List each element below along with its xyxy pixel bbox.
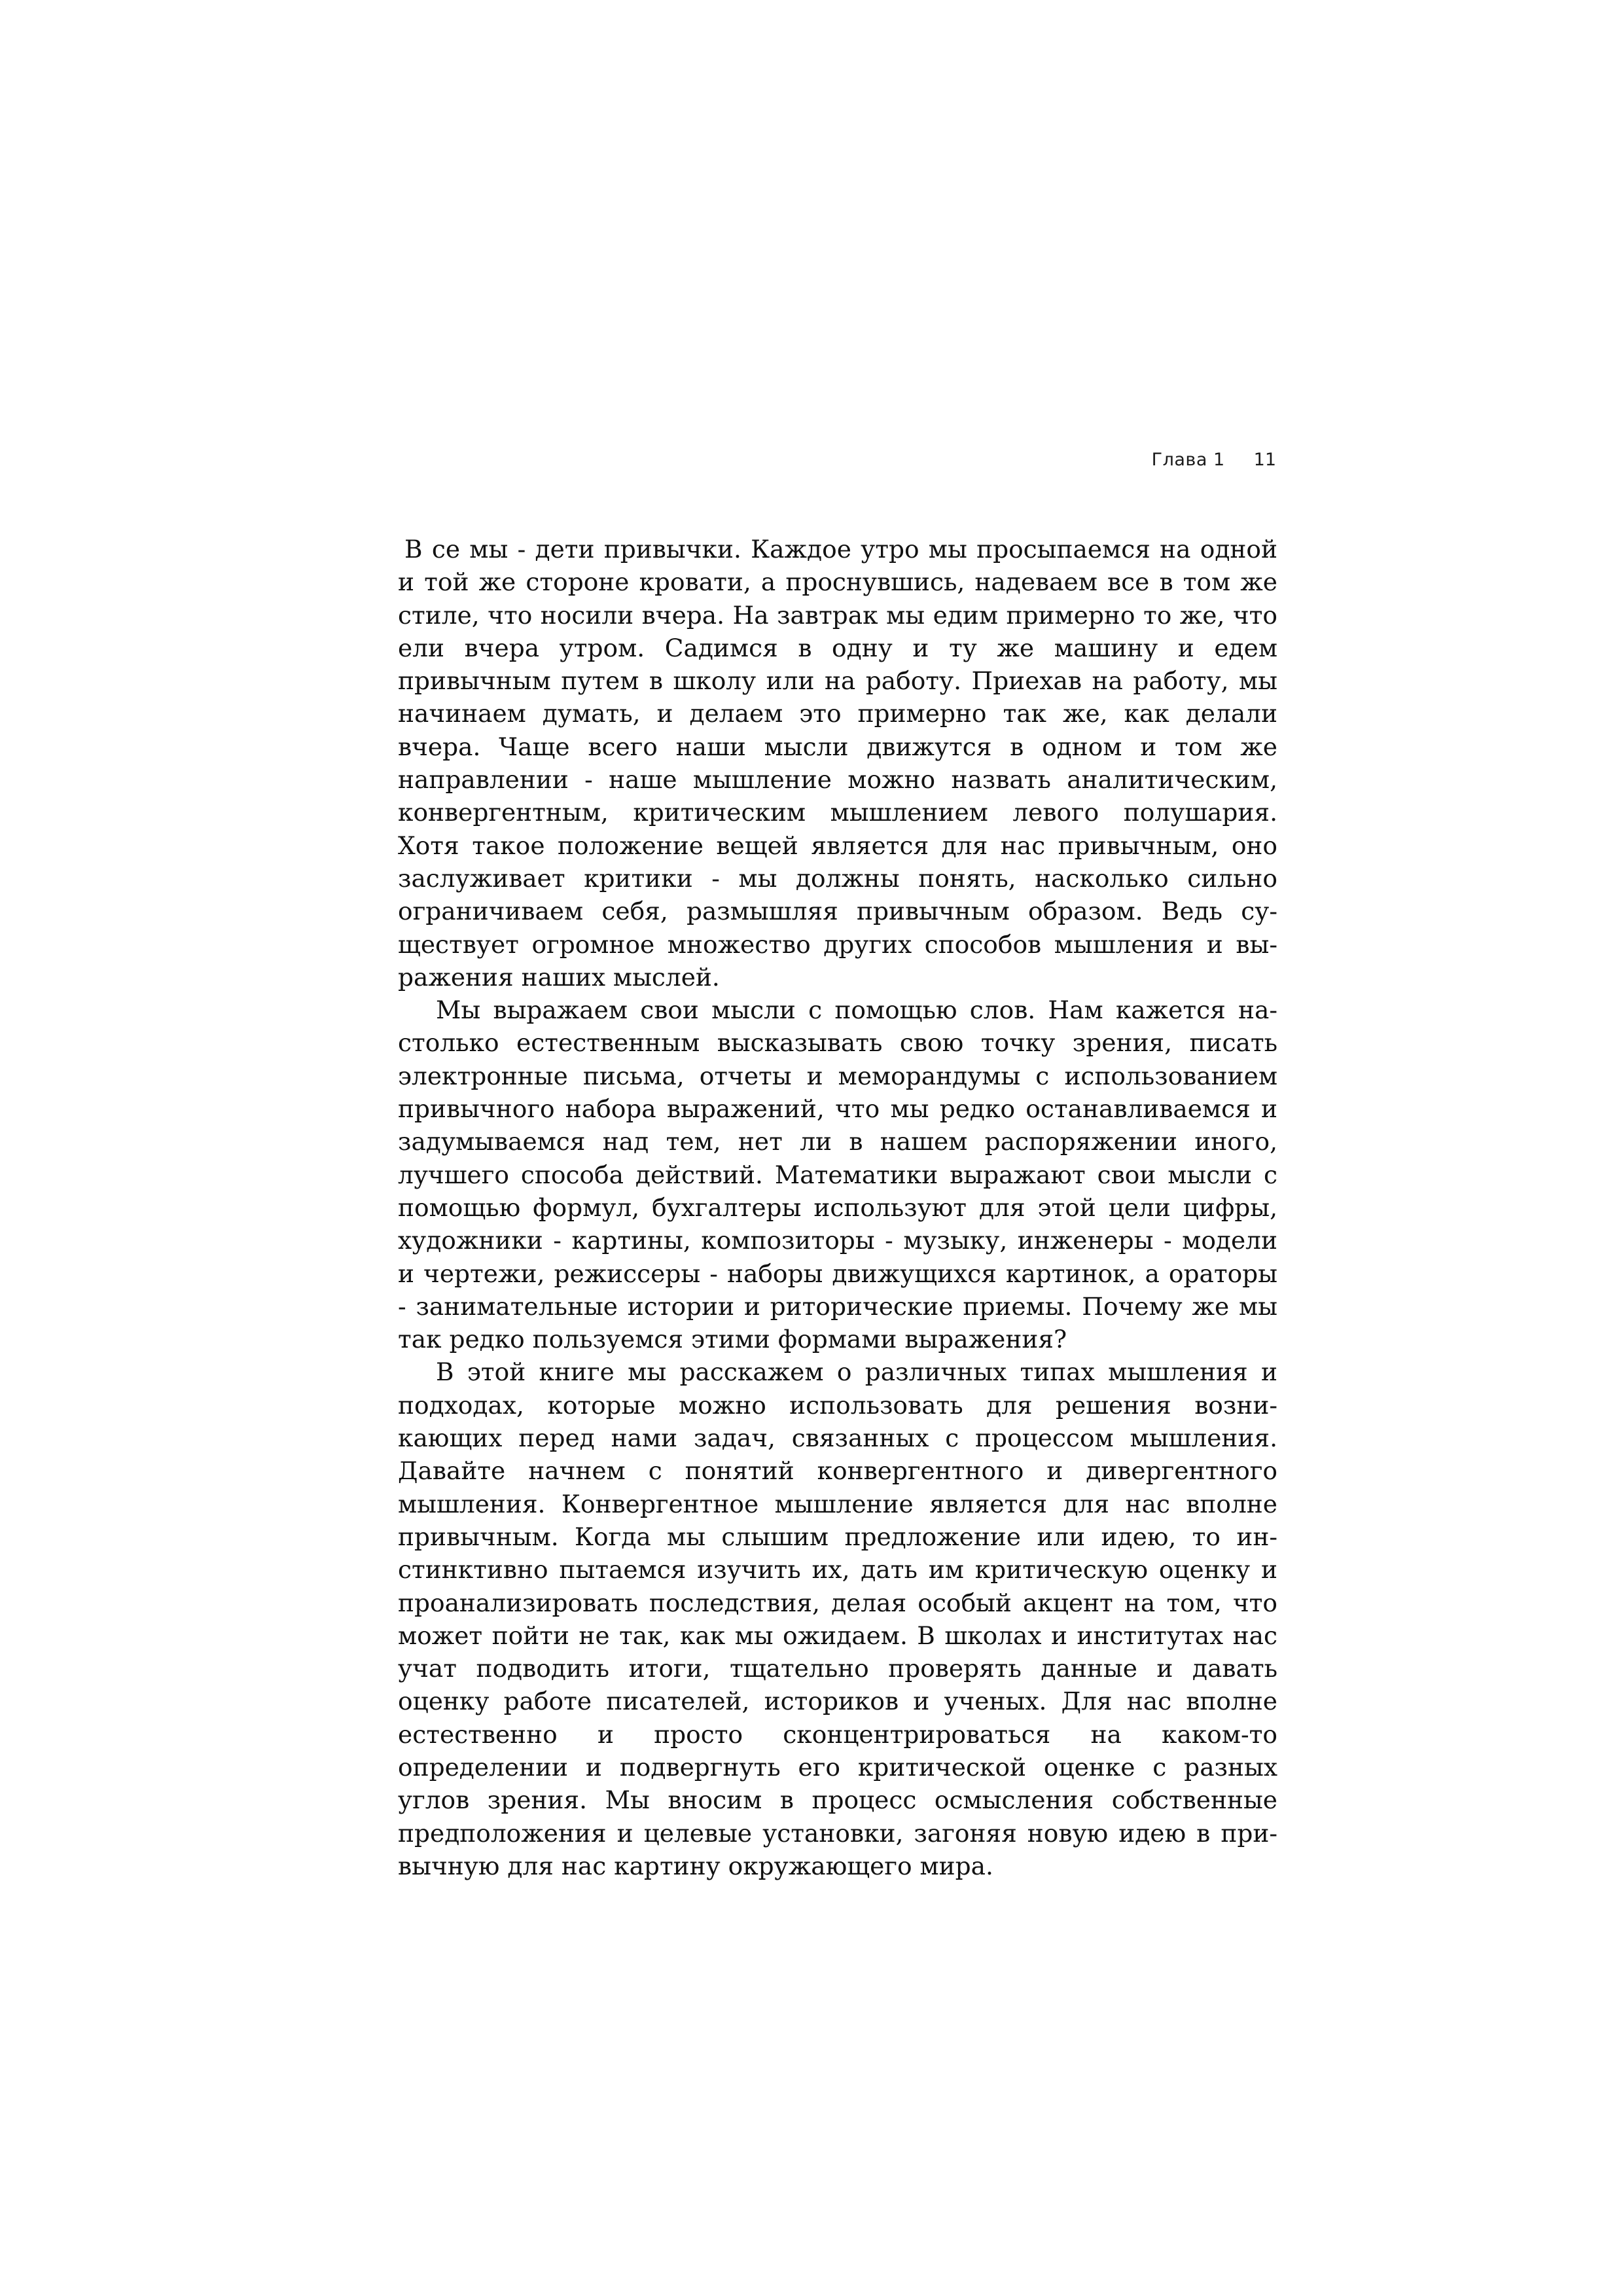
- chapter-label: Глава 1: [1151, 449, 1225, 470]
- body-text: [398, 533, 1277, 1882]
- paragraph-3: В этой книге мы расскажем о различных типах мышления и подходах, которые можно использовать для решения возникающих перед нами задач, связанных с процессом мышления. Давайте начнем с понятий конвергентного и дивергентного мышления. Конвергентное мышление является для нас вполне привычным. Когда мы слышим предложение или идею, то инстинктивно пытаемся изучить их, дать им критическую оценку и проанализировать последствия, делая особый акцент на том, что может пойти не так, как мы ожидаем. В школах и институтах нас учат подводить итоги, тщательно проверять данные и давать оценку работе писателей, историков и ученых. Для нас вполне естественно и просто сконцентрироваться на каком-то определении и подвергнуть его критической оценке с разных углов зрения. Мы вносим в процесс осмысления собственные предположения и целевые установки, загоняя новую идею в привычную для нас картину окружающего мира.: [398, 1357, 1277, 1880]
- running-header: [1113, 445, 1276, 474]
- page-number: 11: [1253, 449, 1276, 470]
- paragraph-2: Мы выражаем свои мысли с помощью слов. Нам кажется настолько естественным высказывать свою точку зрения, писать электронные письма, отчеты и меморандумы с использованием привычного набора выражений, что мы редко останавливаемся и задумываемся над тем, нет ли в нашем распоряжении иного, лучшего способа действий. Математики выражают свои мысли с помощью формул, бухгалтеры используют для этой цели цифры, художники - картины, композиторы - музыку, инженеры - модели и чертежи, режиссеры - наборы движущихся картинок, а ораторы - занимательные истории и риторические приемы. Почему же мы так редко пользуемся этими формами выражения?: [398, 996, 1277, 1354]
- paragraph-1: В се мы - дети привычки. Каждое утро мы просыпаемся на одной и той же стороне кровати, а проснувшись, надеваем все в том же стиле, что носили вчера. На завтрак мы едим примерно то же, что ели вчера утром. Садимся в одну и ту же машину и едем привычным путем в школу или на работу. Приехав на работу, мы начинаем думать, и делаем это примерно так же, как делали вчера. Чаще всего наши мысли движутся в одном и том же направлении - наше мышление можно назвать аналитическим, конвергентным, критическим мышлением левого полушария. Хотя такое положение вещей является для нас привычным, оно заслуживает критики - мы должны понять, насколько сильно ограничиваем себя, размышляя привычным образом. Ведь существует огромное множество других способов мышления и выражения наших мыслей.: [398, 535, 1277, 992]
